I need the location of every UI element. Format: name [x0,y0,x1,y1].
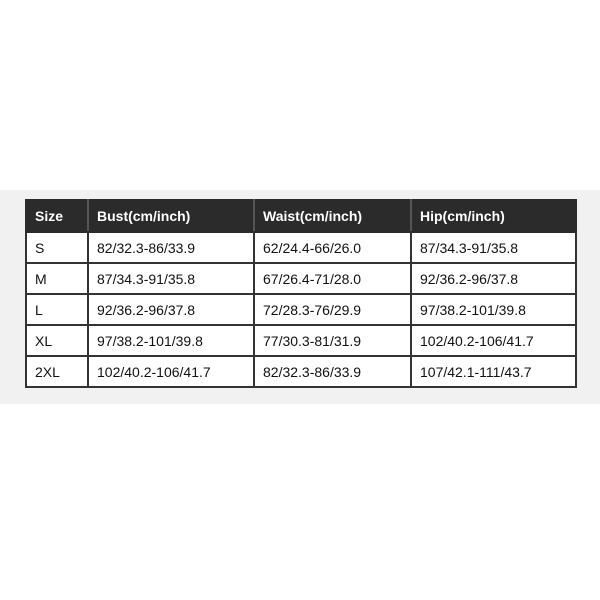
header-row [26,200,576,232]
table-row [26,325,576,356]
size-cell: S [26,232,88,263]
size-cell: 2XL [26,356,88,387]
size-cell: XL [26,325,88,356]
hip-cell: 97/38.2-101/39.8 [411,294,576,325]
table-body [26,232,576,387]
size-cell: L [26,294,88,325]
bust-cell: 87/34.3-91/35.8 [88,263,254,294]
table-row [26,263,576,294]
bust-cell: 82/32.3-86/33.9 [88,232,254,263]
header-hip: Hip(cm/inch) [411,200,576,232]
hip-cell: 87/34.3-91/35.8 [411,232,576,263]
waist-cell: 72/28.3-76/29.9 [254,294,411,325]
waist-cell: 67/26.4-71/28.0 [254,263,411,294]
bust-cell: 97/38.2-101/39.8 [88,325,254,356]
table-row [26,356,576,387]
waist-cell: 82/32.3-86/33.9 [254,356,411,387]
header-bust: Bust(cm/inch) [88,200,254,232]
bust-cell: 92/36.2-96/37.8 [88,294,254,325]
table-row [26,232,576,263]
header-waist: Waist(cm/inch) [254,200,411,232]
hip-cell: 92/36.2-96/37.8 [411,263,576,294]
waist-cell: 77/30.3-81/31.9 [254,325,411,356]
table-header [26,200,576,232]
table-row [26,294,576,325]
size-cell: M [26,263,88,294]
hip-cell: 107/42.1-111/43.7 [411,356,576,387]
hip-cell: 102/40.2-106/41.7 [411,325,576,356]
header-size: Size [26,200,88,232]
waist-cell: 62/24.4-66/26.0 [254,232,411,263]
bust-cell: 102/40.2-106/41.7 [88,356,254,387]
size-chart-table [25,199,577,388]
